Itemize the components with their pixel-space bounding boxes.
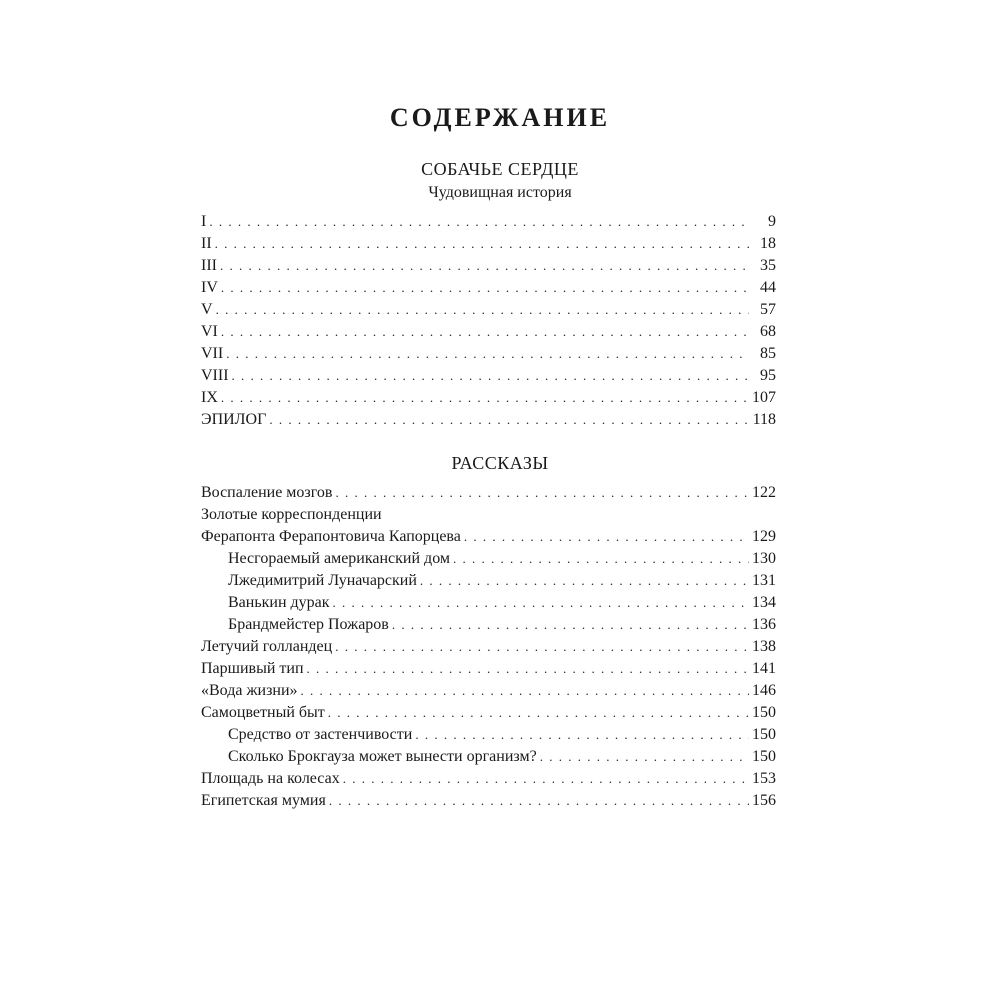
dot-leader — [335, 482, 749, 504]
dot-leader — [415, 724, 749, 746]
toc-entry-page: 150 — [752, 704, 776, 721]
toc-entry-page: 156 — [752, 792, 776, 809]
toc-entry-page: 131 — [752, 572, 776, 589]
toc-entry-page: 57 — [760, 301, 776, 318]
toc-entry-label: IV — [201, 279, 218, 296]
toc-entry-page: 129 — [752, 528, 776, 545]
toc-subentry[interactable] — [201, 570, 776, 592]
toc-entry-label: Средство от застенчивости — [228, 726, 413, 743]
toc-entry-page: 107 — [752, 389, 776, 406]
toc-entry-label: Лжедимитрий Луначарский — [228, 572, 417, 589]
dot-leader — [269, 409, 749, 431]
dot-leader — [307, 658, 749, 680]
toc-entry-label: Брандмейстер Пожаров — [228, 616, 389, 633]
toc-entry-label: Ферапонта Ферапонтовича Капорцева — [201, 528, 461, 545]
toc-entry-page: 130 — [752, 550, 776, 567]
toc-entry-page: 134 — [752, 594, 776, 611]
toc-entry-label: IX — [201, 389, 218, 406]
toc-entry-label: Воспаление мозгов — [201, 484, 333, 501]
toc-entry-label: Сколько Брокгауза может вынести организм? — [228, 748, 537, 765]
toc-entry-page: 136 — [752, 616, 776, 633]
toc-entry-label: VI — [201, 323, 218, 340]
toc-entry-page: 146 — [752, 682, 776, 699]
toc-entry[interactable] — [201, 658, 776, 680]
toc-entry[interactable] — [201, 768, 776, 790]
toc-entry-page: 118 — [752, 411, 776, 428]
toc-entry-heading — [201, 504, 776, 526]
toc-entry-page: 9 — [768, 213, 776, 230]
toc-entry[interactable] — [201, 482, 776, 504]
dot-leader — [453, 548, 749, 570]
dot-leader — [209, 211, 749, 233]
toc-entry[interactable] — [201, 790, 776, 812]
dot-leader — [221, 387, 749, 409]
section-title-rasskazy: РАССКАЗЫ — [451, 453, 549, 473]
dot-leader — [216, 299, 749, 321]
toc-entry-label: Площадь на колесах — [201, 770, 340, 787]
toc-entry[interactable] — [201, 702, 776, 724]
dot-leader — [392, 614, 749, 636]
toc-list-sobachye-serdtse — [201, 211, 776, 431]
toc-subentry[interactable] — [201, 724, 776, 746]
dot-leader — [301, 680, 749, 702]
toc-entry-page: 35 — [760, 257, 776, 274]
toc-entry[interactable] — [201, 277, 776, 299]
toc-entry[interactable] — [201, 636, 776, 658]
toc-entry-label: VII — [201, 345, 224, 362]
section-title-sobachye-serdtse: СОБАЧЬЕ СЕРДЦЕ — [421, 159, 579, 179]
dot-leader — [333, 592, 749, 614]
toc-entry-page: 153 — [752, 770, 776, 787]
dot-leader — [221, 277, 749, 299]
toc-entry[interactable] — [201, 365, 776, 387]
toc-entry-label: Самоцветный быт — [201, 704, 325, 721]
toc-entry-label: I — [201, 213, 207, 230]
toc-entry-label: III — [201, 257, 217, 274]
toc-entry-page: 18 — [760, 235, 776, 252]
toc-entry[interactable] — [201, 409, 776, 431]
toc-entry-label: Египетская мумия — [201, 792, 326, 809]
toc-entry-label: VIII — [201, 367, 229, 384]
toc-entry-label: Ванькин дурак — [228, 594, 330, 611]
dot-leader — [343, 768, 749, 790]
toc-entry-page: 44 — [760, 279, 776, 296]
dot-leader — [335, 636, 749, 658]
dot-leader — [215, 233, 749, 255]
dot-leader — [329, 790, 749, 812]
toc-subentry[interactable] — [201, 592, 776, 614]
toc-entry[interactable] — [201, 526, 776, 548]
toc-subentry[interactable] — [201, 548, 776, 570]
dot-leader — [464, 526, 749, 548]
toc-entry[interactable] — [201, 299, 776, 321]
toc-entry[interactable] — [201, 211, 776, 233]
dot-leader — [420, 570, 749, 592]
dot-leader — [226, 343, 749, 365]
toc-entry[interactable] — [201, 387, 776, 409]
toc-subentry[interactable] — [201, 614, 776, 636]
toc-entry-page: 150 — [752, 726, 776, 743]
toc-entry[interactable] — [201, 233, 776, 255]
page-title: СОДЕРЖАНИЕ — [389, 103, 611, 132]
dot-leader — [540, 746, 749, 768]
toc-entry-page: 122 — [752, 484, 776, 501]
toc-entry-page: 150 — [752, 748, 776, 765]
toc-entry-label: Золотые корреспонденции — [201, 506, 382, 523]
dot-leader — [220, 255, 749, 277]
toc-entry-label: «Вода жизни» — [201, 682, 298, 699]
toc-entry[interactable] — [201, 680, 776, 702]
toc-entry-page: 85 — [760, 345, 776, 362]
toc-entry-label: Паршивый тип — [201, 660, 304, 677]
toc-entry-label: V — [201, 301, 213, 318]
toc-entry-label: ЭПИЛОГ — [201, 411, 267, 428]
toc-subentry[interactable] — [201, 746, 776, 768]
toc-entry-label: II — [201, 235, 212, 252]
dot-leader — [221, 321, 749, 343]
dot-leader — [232, 365, 749, 387]
toc-entry[interactable] — [201, 255, 776, 277]
toc-entry-label: Летучий голландец — [201, 638, 333, 655]
toc-entry-page: 138 — [752, 638, 776, 655]
section-subtitle: Чудовищная история — [428, 184, 572, 201]
toc-entry-page: 68 — [760, 323, 776, 340]
dot-leader — [328, 702, 749, 724]
toc-list-rasskazy — [201, 482, 776, 812]
toc-entry[interactable] — [201, 321, 776, 343]
toc-entry-page: 95 — [760, 367, 776, 384]
toc-entry-label: Несгораемый американский дом — [228, 550, 451, 567]
toc-entry[interactable] — [201, 343, 776, 365]
toc-entry-page: 141 — [752, 660, 776, 677]
